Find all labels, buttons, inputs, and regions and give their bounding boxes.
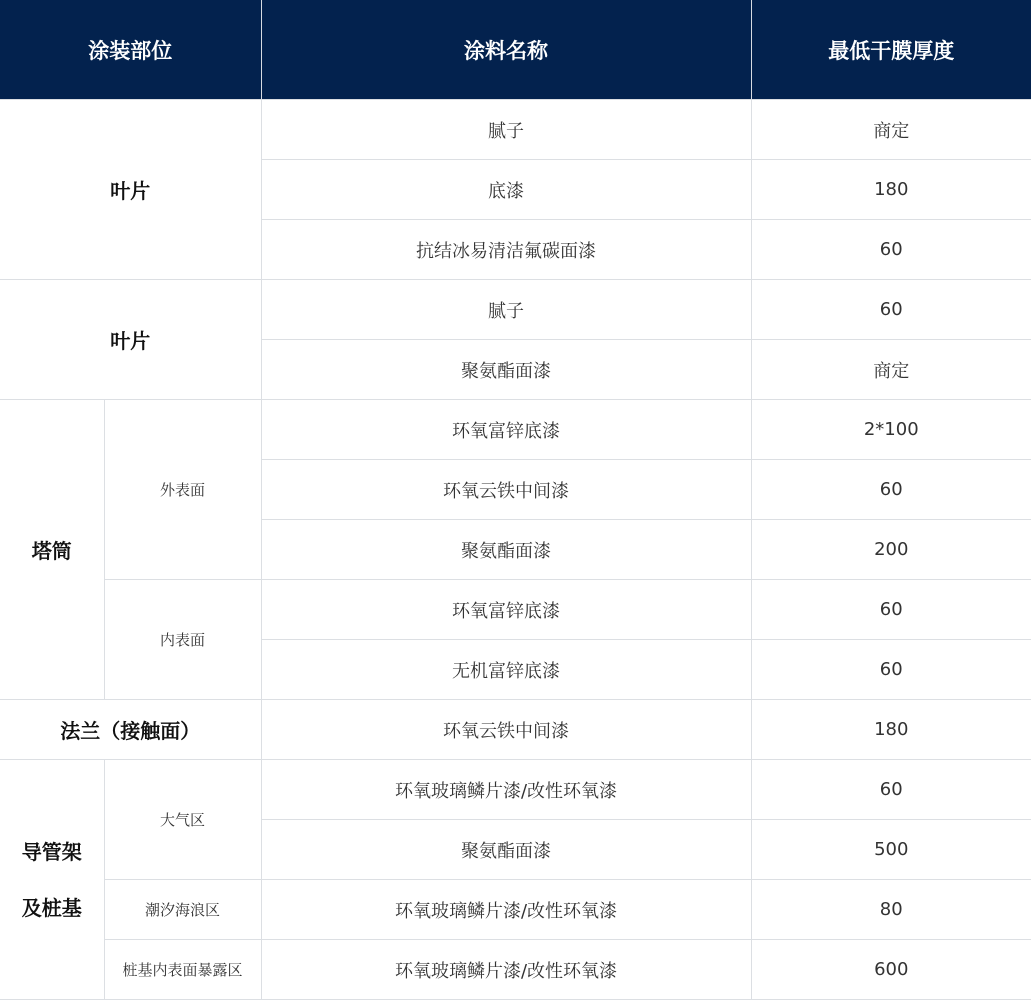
paint-cell: 底漆 <box>261 160 751 220</box>
header-thickness: 最低干膜厚度 <box>751 0 1031 100</box>
thickness-cell: 80 <box>751 880 1031 940</box>
table-row <box>0 760 1031 820</box>
thickness-cell: 60 <box>751 580 1031 640</box>
paint-cell: 环氧玻璃鳞片漆/改性环氧漆 <box>261 940 751 1000</box>
paint-cell: 腻子 <box>261 100 751 160</box>
paint-cell: 环氧玻璃鳞片漆/改性环氧漆 <box>261 880 751 940</box>
table-row <box>0 940 1031 1000</box>
part-cell-tower: 塔筒 <box>0 400 104 700</box>
thickness-cell: 商定 <box>751 100 1031 160</box>
thickness-cell: 2*100 <box>751 400 1031 460</box>
paint-cell: 腻子 <box>261 280 751 340</box>
table-row <box>0 700 1031 760</box>
part-cell-blade: 叶片 <box>0 100 261 280</box>
subpart-cell-outer-surface: 外表面 <box>104 400 261 580</box>
header-paint: 涂料名称 <box>261 0 751 100</box>
thickness-cell: 180 <box>751 160 1031 220</box>
subpart-cell-atmosphere: 大气区 <box>104 760 261 880</box>
subpart-cell-pile-inner: 桩基内表面暴露区 <box>104 940 261 1000</box>
paint-cell: 环氧玻璃鳞片漆/改性环氧漆 <box>261 760 751 820</box>
paint-cell: 无机富锌底漆 <box>261 640 751 700</box>
thickness-cell: 500 <box>751 820 1031 880</box>
paint-cell: 聚氨酯面漆 <box>261 340 751 400</box>
table-row <box>0 400 1031 460</box>
subpart-cell-inner-surface: 内表面 <box>104 580 261 700</box>
paint-cell: 环氧云铁中间漆 <box>261 700 751 760</box>
table-row <box>0 880 1031 940</box>
thickness-cell: 180 <box>751 700 1031 760</box>
table-row <box>0 100 1031 160</box>
thickness-cell: 商定 <box>751 340 1031 400</box>
thickness-cell: 60 <box>751 640 1031 700</box>
thickness-cell: 60 <box>751 760 1031 820</box>
subpart-cell-tidal-zone: 潮汐海浪区 <box>104 880 261 940</box>
part-label-line2: 及桩基 <box>21 895 82 920</box>
thickness-cell: 200 <box>751 520 1031 580</box>
paint-cell: 环氧富锌底漆 <box>261 400 751 460</box>
thickness-cell: 60 <box>751 280 1031 340</box>
part-cell-jacket <box>0 760 104 1000</box>
header-part: 涂装部位 <box>0 0 261 100</box>
paint-cell: 环氧云铁中间漆 <box>261 460 751 520</box>
part-cell-blade: 叶片 <box>0 280 261 400</box>
paint-cell: 聚氨酯面漆 <box>261 820 751 880</box>
table-row <box>0 280 1031 340</box>
thickness-cell: 600 <box>751 940 1031 1000</box>
table-row <box>0 580 1031 640</box>
paint-cell: 聚氨酯面漆 <box>261 520 751 580</box>
thickness-cell: 60 <box>751 220 1031 280</box>
part-label-line1: 导管架 <box>21 839 82 864</box>
part-cell-flange: 法兰（接触面） <box>0 700 261 760</box>
paint-cell: 环氧富锌底漆 <box>261 580 751 640</box>
table-header-row <box>0 0 1031 100</box>
thickness-cell: 60 <box>751 460 1031 520</box>
paint-cell: 抗结冰易清洁氟碳面漆 <box>261 220 751 280</box>
